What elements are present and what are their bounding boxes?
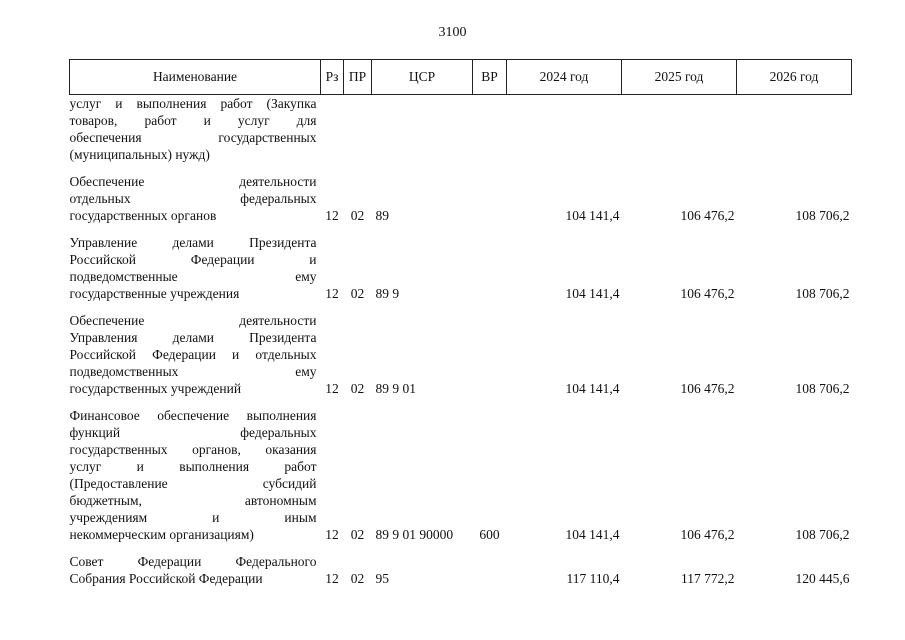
row-name-line: (муниципальных) нужд) [69, 147, 210, 162]
row-name-line: государственных учреждений [69, 381, 242, 396]
row-spacer [70, 163, 852, 173]
row-spacer [70, 302, 852, 312]
row-csr-cell: 89 9 [375, 286, 400, 301]
header-pr: ПР [344, 60, 372, 95]
row-name-line: Российской Федерации и отдельных [69, 347, 317, 362]
table-header-row [70, 60, 852, 95]
header-2024: 2024 год [507, 60, 622, 95]
row-2025-cell: 106 476,2 [680, 381, 735, 396]
row-csr-cell: 95 [375, 571, 389, 586]
table-row [70, 234, 852, 302]
row-csr-cell: 89 9 01 90000 [375, 527, 454, 542]
row-name-line: Российской Федерации и [69, 252, 317, 267]
row-name-line: (Предоставление субсидий [69, 476, 317, 491]
header-2026: 2026 год [737, 60, 852, 95]
row-2025-cell: 106 476,2 [680, 286, 735, 301]
row-name-line: товаров, работ и услуг для [69, 113, 317, 128]
row-name-line: учреждениям и иным [69, 510, 317, 525]
row-name-line: подведомственные ему [69, 269, 317, 284]
row-pr-cell [344, 95, 372, 164]
row-name-line: услуг и выполнения работ (Закупка [69, 96, 317, 111]
row-pr-cell: 02 [350, 527, 365, 542]
row-vr-cell [473, 234, 507, 302]
row-name-line: Управления делами Президента [69, 330, 317, 345]
row-rz-cell [321, 95, 344, 164]
row-spacer [70, 224, 852, 234]
row-rz-cell: 12 [325, 208, 339, 223]
row-name-line: бюджетным, автономным [69, 493, 317, 508]
row-pr-cell: 02 [350, 571, 365, 586]
table-row [70, 312, 852, 397]
row-name-line: услуг и выполнения работ [69, 459, 317, 474]
row-name-cell [70, 553, 321, 587]
row-vr-cell [473, 553, 507, 587]
row-2026-cell: 108 706,2 [795, 381, 850, 396]
row-csr-cell: 89 9 01 [375, 381, 416, 396]
header-name: Наименование [70, 60, 321, 95]
row-name-line: государственные учреждения [69, 286, 240, 301]
row-2025-cell [622, 95, 737, 164]
row-name-line: Обеспечение деятельности [69, 313, 317, 328]
row-name-line: государственных органов, оказания [69, 442, 317, 457]
row-pr-cell: 02 [350, 208, 365, 223]
row-rz-cell: 12 [325, 571, 339, 586]
row-name-line: Собрания Российской Федерации [69, 571, 263, 586]
header-csr: ЦСР [372, 60, 473, 95]
row-2026-cell: 120 445,6 [795, 571, 850, 586]
row-2024-cell: 117 110,4 [566, 571, 620, 586]
row-2024-cell: 104 141,4 [565, 286, 620, 301]
row-2026-cell [737, 95, 852, 164]
row-2026-cell: 108 706,2 [795, 286, 850, 301]
header-2025: 2025 год [622, 60, 737, 95]
row-vr-cell: 600 [479, 527, 500, 542]
row-name-line: функций федеральных [69, 425, 317, 440]
row-name-line: Обеспечение деятельности [69, 174, 317, 189]
table-body [70, 95, 852, 588]
header-rz: Рз [321, 60, 344, 95]
row-rz-cell: 12 [325, 381, 339, 396]
row-name-line: Совет Федерации Федерального [69, 554, 317, 569]
row-name-line: подведомственных ему [69, 364, 317, 379]
row-2024-cell: 104 141,4 [565, 527, 620, 542]
row-rz-cell: 12 [325, 286, 339, 301]
row-pr-cell: 02 [350, 286, 365, 301]
page-number: 3100 [438, 25, 467, 40]
budget-table [69, 59, 852, 587]
row-2025-cell: 117 772,2 [681, 571, 735, 586]
row-name-cell [70, 312, 321, 397]
row-pr-cell: 02 [350, 381, 365, 396]
table-row [70, 407, 852, 543]
table-row [70, 173, 852, 224]
table-row [70, 95, 852, 164]
row-2025-cell: 106 476,2 [680, 527, 735, 542]
row-2024-cell: 104 141,4 [565, 381, 620, 396]
table-row [70, 553, 852, 587]
row-vr-cell [473, 312, 507, 397]
header-vr: ВР [473, 60, 507, 95]
row-name-cell [70, 95, 321, 164]
row-spacer [70, 397, 852, 407]
row-name-line: государственных органов [69, 208, 217, 223]
row-vr-cell [473, 95, 507, 164]
row-vr-cell [473, 173, 507, 224]
row-name-line: обеспечения государственных [69, 130, 317, 145]
row-2026-cell: 108 706,2 [795, 208, 850, 223]
row-2024-cell [507, 95, 622, 164]
row-name-cell [70, 407, 321, 543]
row-name-line: Управление делами Президента [69, 235, 317, 250]
row-name-cell [70, 173, 321, 224]
row-name-cell [70, 234, 321, 302]
row-rz-cell: 12 [325, 527, 339, 542]
row-csr-cell [372, 95, 473, 164]
row-2024-cell: 104 141,4 [565, 208, 620, 223]
row-name-line: Финансовое обеспечение выполнения [69, 408, 317, 423]
row-name-line: отдельных федеральных [69, 191, 317, 206]
row-2026-cell: 108 706,2 [795, 527, 850, 542]
row-2025-cell: 106 476,2 [680, 208, 735, 223]
row-name-line: некоммерческим организациям) [69, 527, 254, 542]
row-spacer [70, 543, 852, 553]
row-csr-cell: 89 [375, 208, 389, 223]
